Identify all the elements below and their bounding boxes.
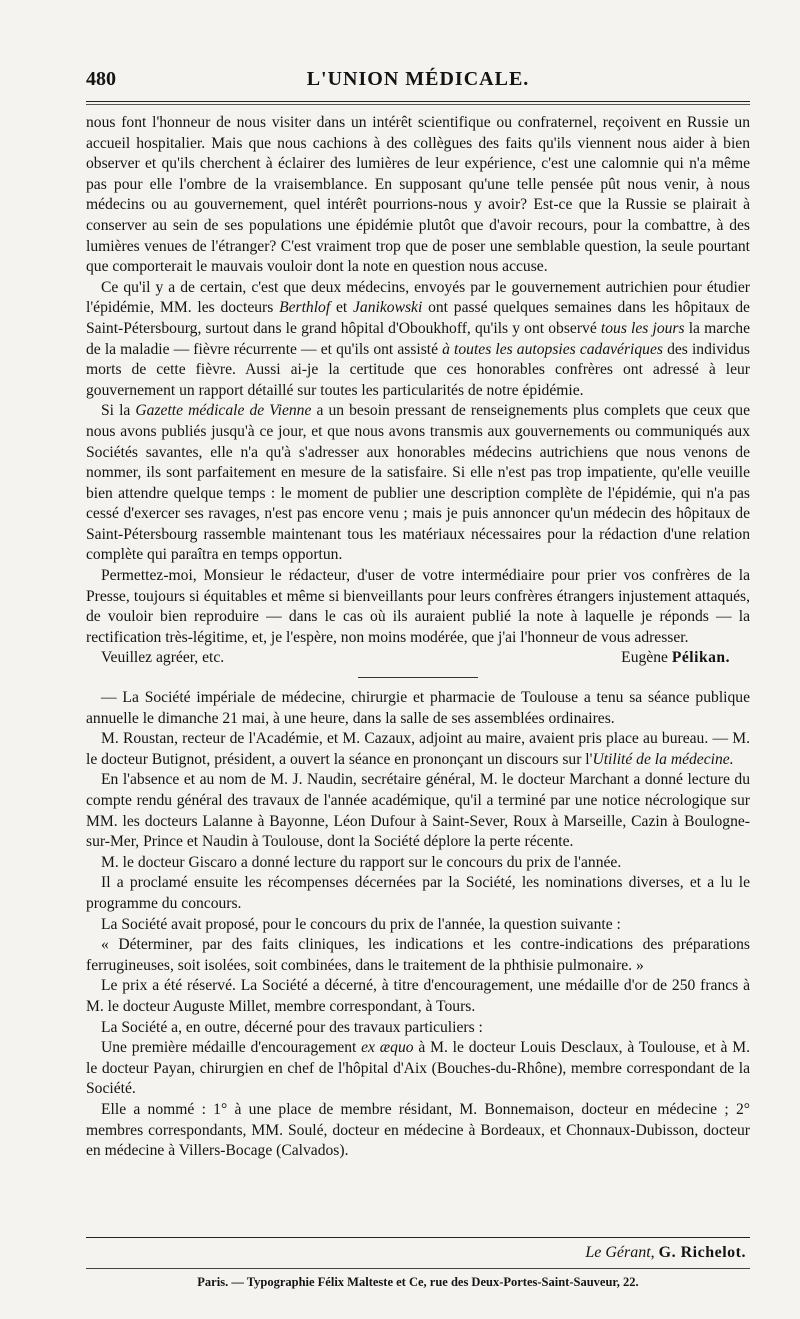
p6-text-a: M. Roustan, recteur de l'Académie, et M. Cazaux, adjoint au maire, avaient pris place au bureau. — M. le docteur Butignot, président, a ouvert la séance en prononçant un discours sur l' (86, 730, 750, 768)
signature-line (86, 648, 750, 669)
page-number: 480 (86, 68, 116, 90)
p14-text-c: à M. le docteur Louis Desclaux, à Toulouse, et à M. le docteur Payan, chirurgien en chef de l'hôpital d'Aix (Bouches-du-Rhône), membre correspondant de la Société. (86, 1039, 750, 1098)
gerant-line (585, 1244, 746, 1262)
p2-author-janikowski: Janikowski (353, 299, 423, 317)
p2-emphasis-tous-les-jours: tous les jours (600, 319, 685, 337)
p2-text-i: des individus morts de cette fièvre. Aussi ai-je la certitude que ces honorables confrères ont adressé à leur gouvernement un rapport détaillé sur toutes les particularités de notre épidémie. (86, 340, 750, 399)
paragraph-12: Le prix a été réservé. La Société a décerné, à titre d'encouragement, une médaille d'or de 250 francs à M. le docteur Auguste Millet, membre correspondant, à Tours. (86, 977, 750, 1015)
paragraph-8: M. le docteur Giscaro a donné lecture du rapport sur le concours du prix de l'année. (101, 853, 622, 871)
page-header (86, 68, 750, 98)
paragraph-3 (86, 401, 750, 566)
running-title: L'UNION MÉDICALE. (306, 68, 530, 90)
signatory (621, 648, 730, 669)
p2-text-g: la marche de la maladie — fièvre récurrente — et qu'ils ont assisté (86, 319, 750, 358)
gerant-label: Le Gérant (585, 1244, 651, 1261)
p2-author-berthlof: Berthlof (279, 299, 331, 317)
p14-ex-aequo: ex æquo (361, 1039, 414, 1057)
paragraph-14 (86, 1038, 750, 1100)
paragraph-10: La Société avait proposé, pour le concours du prix de l'année, la question suivante : (101, 915, 621, 933)
footer-rule (86, 1237, 750, 1238)
p3-text-a: Si la (101, 402, 136, 420)
printer-imprint: Paris. — Typographie Félix Malteste et Ce, rue des Deux-Portes-Saint-Sauveur, 22. (197, 1275, 639, 1289)
paragraph-9: Il a proclamé ensuite les récompenses décernées par la Société, les nominations diverses, et a lu le programme du concours. (86, 874, 750, 912)
paragraph-4: Permettez-moi, Monsieur le rédacteur, d'user de votre intermédiaire pour prier vos confrères de la Presse, toujours si équitables et même si bienveillants pour leurs confrères étrangers injustement attaqués, de vouloir bien reproduire — dans le cas où ils auraient publié la note à laquelle je réponds — la rectification très-légitime, et, je l'espère, non moins modérée, que j'ai l'honneur de vous adresser. (86, 567, 750, 646)
signatory-last-name: Pélikan. (671, 649, 730, 667)
paragraph-7: En l'absence et au nom de M. J. Naudin, secrétaire général, M. le docteur Marchant a donné lecture du compte rendu général des travaux de l'année académique, qu'il a terminé par une notice nécrologique sur MM. les docteurs Lalanne à Bayonne, Léon Dufour à Saint-Sever, Roux à Marseille, Cazin à Boulogne-sur-Mer, Prince et Naudin à Toulouse, dont la Société déplore la perte récente. (86, 771, 750, 851)
signatory-first-name: Eugène (621, 649, 672, 667)
paragraph-5: — La Société impériale de médecine, chirurgie et pharmacie de Toulouse a tenu sa séance publique annuelle le dimanche 21 mai, à une heure, dans la salle de ses assemblées ordinaires. (86, 689, 750, 727)
p6-speech-title: Utilité de la médecine. (592, 750, 734, 768)
p3-journal-title: Gazette médicale de Vienne (135, 402, 312, 420)
prize-question-quote: « Déterminer, par des faits cliniques, les indications et les contre-indications des préparations ferrugineuses, soit isolées, soit combinées, dans le traitement de la phthisie pulmonaire. » (86, 936, 750, 974)
article-body (86, 113, 750, 1162)
p2-text-a: Ce qu'il y a de certain, c'est que deux médecins, envoyés par le gouvernement autrichien pour étudier l'épidémie, MM. les docteurs (86, 278, 750, 317)
section-separator (358, 677, 478, 678)
header-rule-secondary (86, 104, 750, 105)
gerant-name: G. Richelot. (658, 1244, 746, 1261)
paragraph-15: Elle a nommé : 1° à une place de membre résidant, M. Bonnemaison, docteur en médecine ; 2° membres correspondants, MM. Soulé, docteur en médecine à Bordeaux, et Chonnaux-Dubisson, docteur en médecine à Villers-Bocage (Calvados). (86, 1100, 750, 1160)
p2-text-c: et (330, 299, 353, 317)
paragraph-2 (86, 278, 750, 402)
closing-formula: Veuillez agréer, etc. (101, 649, 225, 667)
header-rule (86, 101, 750, 102)
p3-text-c: a un besoin pressant de renseignements plus complets que ceux que nous avons publiés jusqu'à ce jour, et que nous avons transmis aux gouvernements ou communiqués aux Sociétés savantes, elle n'a qu'à s'adresser aux honorables médecins autrichiens que nous venons de nommer, ils sont parfaitement en mesure de la satisfaire. Si elle n'est pas trop impatiente, qu'elle veuille bien attendre quelque temps : le moment de publier une description complète de l'épidémie, qui n'a pas cessé d'exercer ses ravages, n'est pas encore venu ; mais je puis annoncer qu'un médecin des hôpitaux de Saint-Pétersbourg rassemble maintenant tous les matériaux nécessaires pour la rédaction d'une relation complète qui paraîtra en temps opportun. (86, 402, 751, 564)
footer-rule-secondary (86, 1268, 750, 1269)
paragraph-6 (86, 729, 750, 770)
gerant-comma: , (650, 1244, 659, 1261)
p2-emphasis-autopsies: à toutes les autopsies cadavériques (442, 340, 663, 358)
p14-text-a: Une première médaille d'encouragement (101, 1039, 362, 1057)
p2-text-e: ont passé quelques semaines dans les hôpitaux de Saint-Pétersbourg, surtout dans le grand hôpital d'Oboukhoff, qu'ils y ont observé (86, 299, 750, 337)
paragraph-1: nous font l'honneur de nous visiter dans un intérêt scientifique ou confraternel, reçoivent en Russie un accueil hospitalier. Mais que nous cachions à des collègues des faits qu'ils viennent nous aider à bien observer et qu'ils cherchent à éclairer des lumières de leur expérience, c'est une calomnie qui n'a même pas pour elle l'ombre de la vraisemblance. En supposant qu'une telle pensée pût nous venir, à nous médecins ou au gouvernement, quel intérêt pourrions-nous y avoir? Est-ce que la Russie se plairait à conserver au sein de ses populations une épidémie plutôt que d'avoir recours, pour la combattre, à des lumières venues de l'étranger? C'est vraiment trop que de poser une semblable question, la seule pourtant que comporterait le mauvais vouloir dont la note en question nous accuse. (86, 114, 750, 276)
paragraph-13: La Société a, en outre, décerné pour des travaux particuliers : (101, 1018, 483, 1036)
